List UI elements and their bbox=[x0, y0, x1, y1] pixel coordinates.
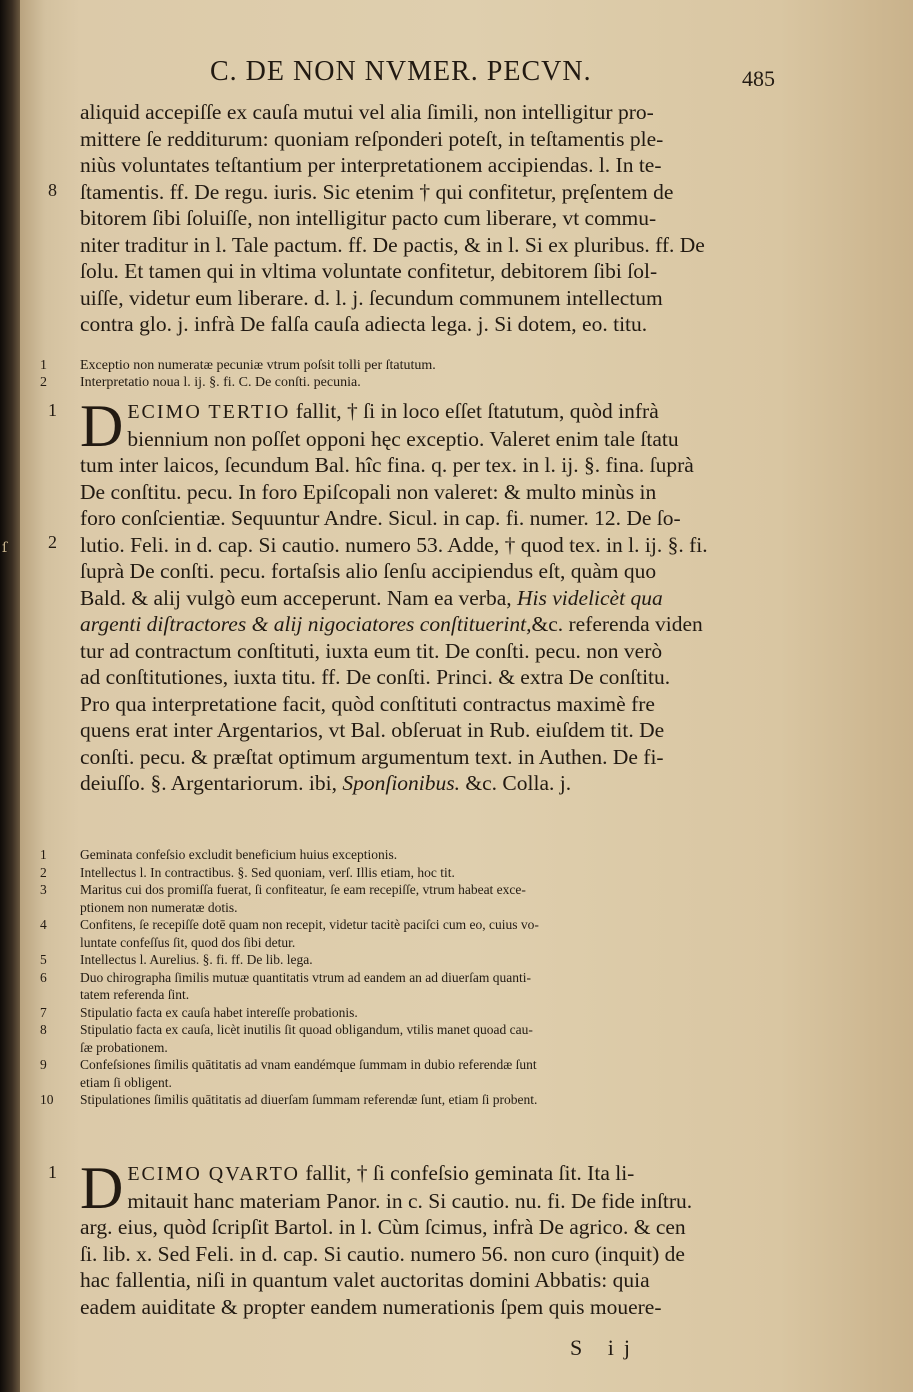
note-number: 8 bbox=[40, 1022, 47, 1037]
summary-note bbox=[40, 916, 740, 951]
summary-note bbox=[40, 357, 740, 374]
text-line bbox=[80, 770, 740, 797]
top-text-block bbox=[80, 99, 735, 338]
text-line: contra glo. j. infrà De falſa cauſa adiecta lega. j. Si dotem, eo. titu. bbox=[80, 312, 648, 336]
text-line: conſti. pecu. & præſtat optimum argumentum text. in Authen. De fi- bbox=[80, 744, 664, 769]
text-line bbox=[127, 398, 740, 426]
signature-mark: S ij bbox=[570, 1335, 640, 1360]
text-line: ad conſtitutiones, iuxta titu. ff. De conſti. Princi. & extra De conſtitu. bbox=[80, 665, 671, 689]
drop-cap: D bbox=[80, 393, 124, 459]
text-line: mitauit hanc materiam Panor. in c. Si cautio. nu. fi. De fide inſtru. bbox=[127, 1188, 693, 1213]
text-line: bitorem ſibi ſoluiſſe, non intelligitur pacto cum liberare, vt commu- bbox=[80, 206, 657, 230]
note-number: 3 bbox=[40, 882, 47, 897]
text-line: mittere ſe redditurum: quoniam reſponderi poteſt, in teſtamentis ple- bbox=[80, 126, 664, 151]
note-number: 2 bbox=[40, 864, 47, 880]
text-line bbox=[127, 1160, 740, 1188]
note-number: 10 bbox=[40, 1092, 54, 1107]
note-text: Exceptio non numeratæ pecuniæ vtrum poſsit tolli per ſtatutum. bbox=[80, 358, 436, 373]
note-text: Confeſsiones ſimilis quātitatis ad vnam eandémque ſummam in dubio referendæ ſunt bbox=[80, 1057, 537, 1072]
note-text: Stipulatio facta ex cauſa, licèt inutilis ſit quoad obligandum, vtilis manet quoad cau- bbox=[80, 1022, 533, 1037]
note-text-continued: ſæ probationem. bbox=[80, 1039, 168, 1055]
text-line: niter traditur in l. Tale pactum. ff. De pactis, & in l. Si ex pluribus. ff. De bbox=[80, 232, 705, 257]
note-number: 9 bbox=[40, 1057, 47, 1072]
note-text: Interpretatio noua l. ij. §. fi. C. De conſti. pecunia. bbox=[80, 375, 361, 390]
summary-note bbox=[40, 881, 740, 916]
text-line: De conſtitu. pecu. In foro Epiſcopali non valeret: & multo minùs in bbox=[80, 479, 657, 504]
note-number: 7 bbox=[40, 1004, 47, 1020]
note-text: Maritus cui dos promiſſa fuerat, ſi confiteatur, ſe eam recepiſſe, vtrum habeat exce- bbox=[80, 882, 526, 897]
note-number: 5 bbox=[40, 952, 47, 967]
text-line: quens erat inter Argentarios, vt Bal. obſeruat in Rub. eiuſdem tit. De bbox=[80, 718, 665, 742]
note-text: Stipulatio facta ex cauſa habet intereſſe probationis. bbox=[80, 1004, 358, 1020]
text-line: biennium non poſſet opponi hęc exceptio. Valeret enim tale ſtatu bbox=[127, 426, 679, 451]
text-run: fallit, † ſi in loco eſſet ſtatutum, quòd infrà bbox=[295, 399, 659, 423]
section-heading: ECIMO QVARTO bbox=[127, 1163, 300, 1185]
text-line: ſtamentis. ff. De regu. iuris. Sic etenim † qui confitetur, pręſentem de bbox=[80, 179, 674, 204]
text-line: tur ad contractum conſtituti, iuxta eum tit. De conſti. pecu. non verò bbox=[80, 638, 663, 663]
text-line: lutio. Feli. in d. cap. Si cautio. numero 53. Adde, † quod tex. in l. ij. §. fi. bbox=[80, 532, 708, 557]
text-line: hac fallentia, niſi in quantum valet auctoritas domini Abbatis: quia bbox=[80, 1268, 650, 1292]
text-line: ſuprà De conſti. pecu. fortaſsis alio ſenſu accipiendus eſt, quàm quo bbox=[80, 559, 657, 583]
summary-note bbox=[40, 1021, 740, 1056]
text-line bbox=[80, 611, 740, 638]
text-line: Pro qua interpretatione facit, quòd conſtituti contractus maximè fre bbox=[80, 691, 655, 716]
text-line: ſi. lib. x. Sed Feli. in d. cap. Si cautio. numero 56. non curo (inquit) de bbox=[80, 1241, 685, 1266]
summary-notes-a bbox=[40, 357, 740, 391]
summary-note bbox=[40, 969, 740, 1004]
summary-note bbox=[40, 846, 740, 864]
margin-number: 1 bbox=[48, 400, 57, 420]
note-number: 2 bbox=[40, 375, 47, 390]
summary-note bbox=[40, 951, 740, 969]
note-text-continued: ptionem non numeratæ dotis. bbox=[80, 899, 238, 915]
running-head: C. DE NON NVMER. PECVN. bbox=[210, 56, 592, 87]
section-heading: ECIMO TERTIO bbox=[127, 401, 291, 423]
summary-note bbox=[40, 1004, 740, 1022]
decimo-quarto-section bbox=[80, 1155, 740, 1320]
text-run: fallit, † ſi confeſsio geminata ſit. Ita li- bbox=[305, 1161, 635, 1185]
note-text: Duo chirographa ſimilis mutuæ quantitatis vtrum ad eandem an ad diuerſam quanti- bbox=[80, 969, 532, 985]
decimo-tertio-section bbox=[80, 393, 740, 797]
note-text-continued: tatem referenda ſint. bbox=[80, 987, 190, 1002]
text-line: aliquid accepiſſe ex cauſa mutui vel alia ſimili, non intelligitur pro- bbox=[80, 100, 654, 124]
note-text-continued: etiam ſi obligent. bbox=[80, 1074, 172, 1090]
note-number: 6 bbox=[40, 969, 47, 985]
note-text: Intellectus l. In contractibus. §. Sed quoniam, verſ. Illis etiam, hoc tit. bbox=[80, 864, 455, 880]
summary-note bbox=[40, 374, 740, 391]
text-line: foro conſcientiæ. Sequuntur Andre. Sicul. in cap. fi. numer. 12. De ſo- bbox=[80, 506, 681, 530]
text-line: tum inter laicos, ſecundum Bal. hîc fina. q. per tex. in l. ij. §. fina. ſuprà bbox=[80, 453, 694, 477]
italic-quote: Sponſionibus. bbox=[342, 771, 461, 795]
text-run: deiuſſo. §. Argentariorum. ibi, bbox=[80, 771, 337, 795]
margin-number: 2 bbox=[48, 532, 57, 552]
note-number: 1 bbox=[40, 358, 47, 373]
note-text: Stipulationes ſimilis quātitatis ad diuerſam ſummam referendæ ſunt, etiam ſi probent. bbox=[80, 1092, 538, 1107]
note-text: Geminata confeſsio excludit beneficium huius exceptionis. bbox=[80, 847, 398, 862]
note-number: 1 bbox=[40, 847, 47, 862]
book-gutter bbox=[0, 0, 20, 1392]
drop-cap: D bbox=[80, 1155, 124, 1221]
text-run: &c. referenda viden bbox=[531, 612, 703, 636]
summary-note bbox=[40, 864, 740, 882]
page-number: 485 bbox=[742, 66, 775, 91]
text-line bbox=[80, 585, 740, 612]
text-line: niùs voluntates teſtantium per interpretationem accipiendas. l. In te- bbox=[80, 153, 662, 177]
text-line: uiſſe, videtur eum liberare. d. l. j. ſecundum communem intellectum bbox=[80, 285, 663, 310]
text-line: arg. eius, quòd ſcripſit Bartol. in l. Cùm ſcimus, infrà De agrico. & cen bbox=[80, 1215, 686, 1239]
text-run: Bald. & alij vulgò eum acceperunt. Nam ea verba, bbox=[80, 585, 512, 610]
summary-note bbox=[40, 1056, 740, 1091]
margin-number: 1 bbox=[48, 1162, 57, 1182]
italic-quote: His videlicèt qua bbox=[517, 585, 663, 610]
summary-notes-b bbox=[40, 846, 740, 1109]
italic-quote: argenti diſtractores & alij nigociatores conſtituerint, bbox=[80, 612, 532, 636]
note-text: Confitens, ſe recepiſſe dotē quam non recepit, videtur tacitè paciſci cum eo, cuius vo- bbox=[80, 917, 539, 932]
text-line: ſolu. Et tamen qui in vltima voluntate confitetur, debitorem ſibi ſol- bbox=[80, 259, 658, 283]
text-run: &c. Colla. j. bbox=[465, 771, 572, 795]
note-number: 4 bbox=[40, 917, 47, 932]
summary-note bbox=[40, 1091, 740, 1109]
margin-number: 8 bbox=[48, 180, 57, 200]
note-text-continued: luntate confeſſus ſit, quod dos ſibi detur. bbox=[80, 934, 296, 950]
note-text: Intellectus l. Aurelius. §. fi. ff. De lib. lega. bbox=[80, 952, 313, 967]
text-line: eadem auiditate & propter eandem numerationis ſpem quis mouere- bbox=[80, 1294, 662, 1319]
adjacent-page-edge: ſ bbox=[2, 540, 8, 556]
